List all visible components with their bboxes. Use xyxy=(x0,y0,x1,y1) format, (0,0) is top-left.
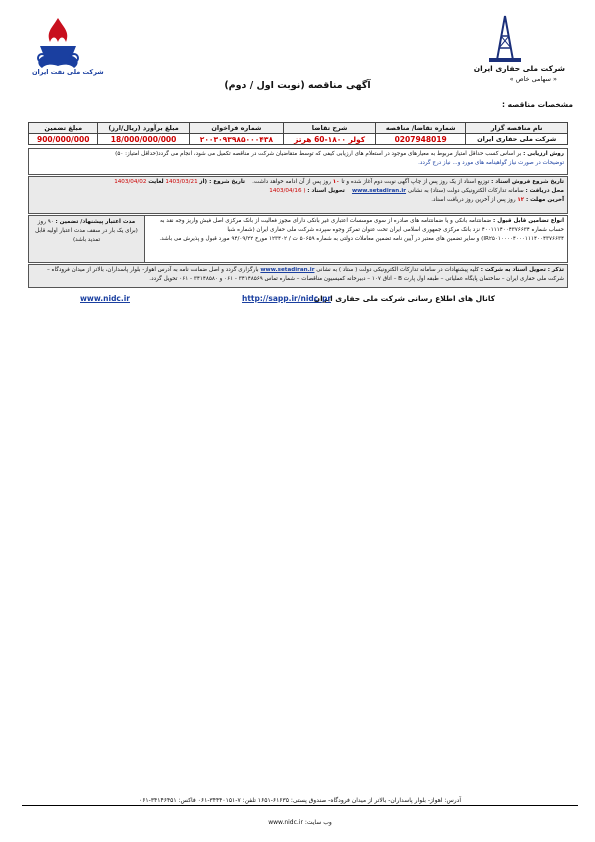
nidc-link[interactable]: www.nidc.ir xyxy=(80,294,130,303)
nioc-logo-text: شرکت ملی نفت ایران xyxy=(32,68,104,76)
guarantee-text: ضمانتنامه بانکی و یا ضمانتنامه های صادره از سوی موسسات اعتباری غیر بانکی دارای مجوز فعالیت از بانک مرکزی اصل فیش واریز وجه نقد به حساب شماره ۴۰۰۱۱۱۴۰۰۴۳۷۶۶۳۴ نزد بانک مرکزی جمهوری اسلامی ایران تحت عنوان تمرکز وجوه سپرده شرکت ملی حفاری ایران (شماره شبا IR۲۵۰۱۰۰۰۰۴۰۰۰۱۱۱۴۰۰۴۳۷۶۶۳۴) و سایر تضمین های معتبر در آیین نامه تضمین معاملات دولتی به شماره ۵۰۶۵۹ ت / ۱۲۳۴۰۲ مورخ ۹۴/۰۹/۲۲ مورد قبول و پذیرش می باشد. xyxy=(159,218,564,242)
oil-derrick-icon xyxy=(485,14,525,64)
end-date: 1403/04/02 xyxy=(114,179,147,185)
table-row xyxy=(29,134,568,145)
evaluation-label: روش ارزیابی : xyxy=(523,151,564,157)
start-text: توزیع اسناد از یک روز پس از چاپ آگهی نوبت دوم آغاز شده و تا xyxy=(341,179,490,185)
company-name: شرکت ملی حفاری ایران xyxy=(473,64,565,73)
cell-estimate: 18/000/000/000 xyxy=(98,134,189,145)
guarantee-section xyxy=(28,215,568,263)
footer-website: وب سایت: www.nidc.ir xyxy=(268,819,332,826)
receipt-text: سامانه تدارکات الکترونیکی دولت (ستاد) به نشانی xyxy=(407,188,524,194)
delivery-date: ( 1403/04/16 xyxy=(269,188,306,194)
specs-table xyxy=(28,122,568,145)
start-label: تاریخ شروع فروش اسناد : xyxy=(491,179,564,185)
end-label: لغایت xyxy=(148,179,164,185)
col-estimate: مبلغ برآورد (ریال/ارز) xyxy=(98,123,189,134)
company-header xyxy=(433,14,573,84)
delivery-label: تحویل اسناد : xyxy=(307,188,345,194)
evaluation-section xyxy=(28,148,568,175)
col-tenderer: نام مناقصه گزار xyxy=(466,123,568,134)
start-date-label: تاریخ شروع : (از xyxy=(199,179,246,185)
notice-section xyxy=(28,264,568,288)
evaluation-note: توضیحات در صورت نیاز گواهینامه های مورد و... نیاز درج گردد. xyxy=(418,160,564,166)
validity-text: ۹۰ روز (برای یک بار در سقف مدت اعتبار اولیه قابل تمدید باشد) xyxy=(35,219,138,243)
footer-address: آدرس: اهواز- بلوار پاسداران- بالاتر از میدان فرودگاه- صندوق پستی: ۶۱۶۳۵-۱۶۵۱ تلفن: ۷-۳۴۴۴۰۱۵۱-۰۶۱ فاکس: ۳۴۱۴۶۴۵۱-۰۶۱ xyxy=(138,797,462,804)
cell-tenderer: شرکت ملی حفاری ایران xyxy=(466,134,568,145)
receipt-label: محل دریافت : xyxy=(525,188,564,194)
start-date: 1403/03/21 xyxy=(165,179,198,185)
notice-text-2: بارگزاری گردد و اصل ضمانت نامه به آدرس اهواز- بلوار پاسداران، بالاتر از میدان فرودگاه – شرکت ملی حفاری ایران – ساختمان پایگاه عملیاتی – طبقه اول پارت B – اتاق ۱۰۷ – دبیرخانه کمیسیون مناقصات – شماره تماس ۳۴۱۴۸۵۶۹ - ۰۶۱ و ۳۴۱۴۸۵۸۰ - ۰۶۱ تحویل گردد. xyxy=(46,267,564,282)
specs-heading: مشخصات مناقصه : xyxy=(501,100,573,109)
setad-link[interactable]: www.setadiran.ir xyxy=(351,188,407,194)
notice-label: تذکر : تحویل اسناد به شرکت : xyxy=(480,267,564,273)
guarantee-types xyxy=(143,216,567,262)
cell-guarantee: 900/000/000 xyxy=(29,134,98,145)
days-value: ۱۰ xyxy=(332,179,340,185)
cell-description: کولر ۱۸۰۰-60 هرتز xyxy=(284,134,376,145)
company-type: « سهامی خاص » xyxy=(509,75,557,83)
days-text: روز پس از آن ادامه خواهد داشت. xyxy=(252,179,331,185)
footer-divider xyxy=(22,805,578,806)
deadline-days: ۱۲ xyxy=(517,197,525,203)
page-title: آگهی مناقصه (نوبت اول / دوم) xyxy=(224,80,371,91)
channels-label xyxy=(314,294,495,303)
guarantee-label: انواع تضامین قابل قبول : xyxy=(493,218,564,224)
validity-box xyxy=(29,216,145,262)
nioc-logo xyxy=(18,14,104,84)
dates-section xyxy=(28,176,568,214)
notice-text-1: کلیه پیشنهادات در سامانه تدارکات الکترونیکی دولت ( ستاد ) به نشانی xyxy=(316,267,479,273)
col-guarantee: مبلغ تضمین xyxy=(29,123,98,134)
specs-header-row xyxy=(29,123,568,134)
validity-label: مدت اعتبار پیشنهاد/ تضمین : xyxy=(55,219,136,225)
cell-call-number: ۲۰۰۳۰۹۳۹۸۵۰۰۰۴۳۸ xyxy=(189,134,284,145)
col-request-number: شماره تقاضا/ مناقصه xyxy=(376,123,466,134)
evaluation-text: بر اساس کسب حداقل امتیاز مربوط به معیارهای موجود در استعلام های ارزیابی کیفی که توسط متقاضیان شرکت در مناقصه تکمیل می شود، انجام می گردد(حداقل امتیاز: ۵۰) xyxy=(115,151,522,157)
cell-request-number: 0207948019 xyxy=(376,134,466,145)
col-call-number: شماره فراخوان xyxy=(189,123,284,134)
col-description: شرح تقاضا xyxy=(284,123,376,134)
channels-label-text: کانال های اطلاع رسانی شرکت ملی حفاری ایران xyxy=(313,294,495,303)
notice-setad-link[interactable]: www.setadiran.ir xyxy=(260,267,315,273)
sapp-link[interactable]: http://sapp.ir/nidc_pr xyxy=(242,294,332,303)
deadline-text: روز پس از آخرین روز دریافت اسناد. xyxy=(431,197,516,203)
deadline-label: آخرین مهلت : xyxy=(525,197,564,203)
